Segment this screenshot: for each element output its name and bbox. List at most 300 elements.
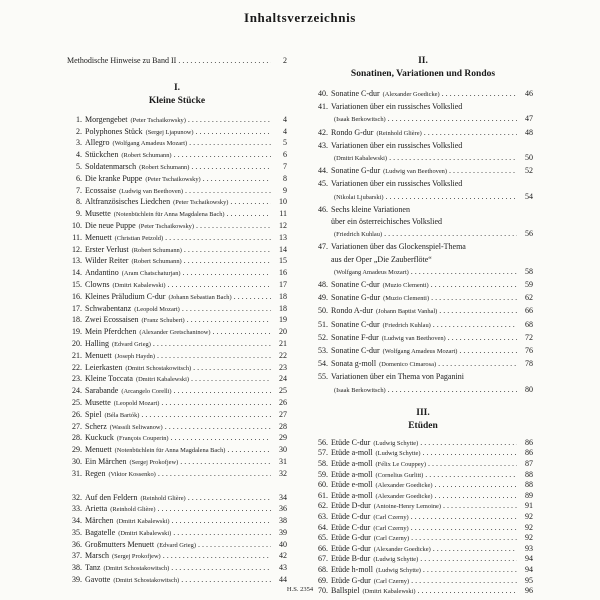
toc-entry-line bbox=[313, 448, 533, 459]
list-gap bbox=[67, 481, 287, 493]
entry-page: 30 bbox=[279, 445, 287, 455]
entry-page: 7 bbox=[283, 161, 287, 171]
entry-number: 15. bbox=[72, 279, 82, 289]
entry-composer: (Dmitri Kabalewski) bbox=[334, 155, 388, 163]
toc-entry-line bbox=[313, 358, 533, 371]
entry-number: 29. bbox=[72, 445, 82, 455]
entry-page: 43 bbox=[279, 563, 287, 573]
entry-title: Sonatine F-dur bbox=[331, 332, 379, 342]
entry-title: Marsch bbox=[85, 551, 109, 561]
entry-number: 41. bbox=[318, 102, 328, 112]
entry-composer: (Dmitri Schostakowitsch) bbox=[125, 364, 192, 372]
entry-number: 8. bbox=[76, 197, 82, 207]
entry-composer: (Arcangelo Corelli) bbox=[121, 388, 172, 396]
leader-dots bbox=[193, 363, 271, 374]
entry-composer: (Carl Czerny) bbox=[373, 577, 410, 585]
leader-dots bbox=[442, 88, 517, 100]
entry-composer: (Alexander Goedicke) bbox=[375, 482, 433, 490]
entry-composer: (Alexander Goedicke) bbox=[382, 91, 440, 98]
entry-page: 8 bbox=[283, 173, 287, 183]
entry-title: Clowns bbox=[85, 279, 110, 289]
entry-composer: (Alexander Goedicke) bbox=[375, 492, 433, 500]
toc-entry-line bbox=[313, 140, 533, 152]
entry-title: Etüde h-moll bbox=[331, 565, 373, 574]
entry-page: 86 bbox=[525, 437, 533, 447]
entry-title: Musette bbox=[85, 209, 111, 219]
leader-dots bbox=[188, 115, 271, 126]
kleine-stuecke-list bbox=[67, 115, 287, 481]
entry-title: Bagatelle bbox=[85, 527, 116, 537]
entry-number: 6. bbox=[76, 173, 82, 183]
entry-page: 92 bbox=[525, 512, 533, 522]
entry-title: Sarabande bbox=[85, 386, 119, 396]
section-1-title: Kleine Stücke bbox=[148, 95, 206, 106]
toc-entry-line bbox=[67, 563, 287, 575]
toc-entry-line bbox=[313, 554, 533, 565]
toc-entry-line bbox=[313, 332, 533, 345]
entry-page: 86 bbox=[525, 448, 533, 458]
entry-title: Sonatine G-dur bbox=[331, 166, 381, 176]
toc-entry-line bbox=[67, 422, 287, 434]
toc-entry-line bbox=[313, 501, 533, 512]
entry-title: Märchen bbox=[85, 516, 114, 526]
entry-composer: (Leopold Mozart) bbox=[134, 305, 180, 313]
entry-composer: (Carl Czerny) bbox=[373, 535, 410, 543]
leader-dots bbox=[173, 528, 271, 539]
toc-entry-line bbox=[313, 345, 533, 358]
entry-composer: (Reinhold Glière) bbox=[110, 506, 156, 514]
entry-number: 31. bbox=[72, 468, 82, 478]
entry-number: 19. bbox=[72, 327, 82, 337]
entry-number: 59. bbox=[318, 469, 328, 479]
toc-entry-line bbox=[67, 162, 287, 174]
entry-page: 47 bbox=[525, 114, 533, 124]
entry-number: 16. bbox=[72, 291, 82, 301]
section-2-numeral: II. bbox=[418, 56, 428, 66]
leader-dots bbox=[161, 398, 271, 409]
entry-number: 58. bbox=[318, 459, 328, 469]
intro-entry bbox=[67, 56, 287, 67]
entry-title: Variationen über das Glockenspiel-Thema bbox=[331, 242, 466, 252]
entry-number: 47. bbox=[318, 242, 328, 252]
section-2-title: Sonatinen, Variationen und Rondos bbox=[350, 69, 496, 79]
entry-page: 76 bbox=[525, 346, 533, 356]
entry-page: 25 bbox=[279, 386, 287, 396]
entry-number: 57. bbox=[318, 448, 328, 458]
toc-entry-line bbox=[67, 386, 287, 398]
entry-title: Allegro bbox=[85, 138, 110, 148]
entry-page: 88 bbox=[525, 480, 533, 490]
leader-dots bbox=[157, 351, 271, 362]
entry-composer: (Nikolai Ljubarski) bbox=[334, 193, 384, 201]
entry-title: Andantino bbox=[85, 268, 119, 278]
entry-number: 30. bbox=[72, 456, 82, 466]
entry-page: 44 bbox=[279, 575, 287, 585]
entry-number: 44. bbox=[318, 166, 328, 176]
entry-title: Etüde a-moll bbox=[331, 490, 373, 500]
entry-number: 23. bbox=[72, 374, 82, 384]
entry-number: 62. bbox=[318, 501, 328, 511]
toc-entry-line bbox=[67, 528, 287, 540]
leader-dots bbox=[196, 127, 271, 138]
entry-title: Die neue Puppe bbox=[85, 220, 136, 230]
toc-entry-line bbox=[313, 113, 533, 126]
leader-dots bbox=[431, 292, 517, 304]
entry-page: 80 bbox=[525, 384, 533, 394]
right-column bbox=[313, 56, 533, 597]
toc-entry-line bbox=[313, 480, 533, 491]
entry-number: 52. bbox=[318, 332, 328, 342]
entry-composer: (Dmitri Kabalewski) bbox=[118, 529, 172, 537]
entry-number: 55. bbox=[318, 372, 328, 382]
entry-composer: (Notenbüchlein für Anna Magdalena Bach) bbox=[114, 447, 226, 455]
leader-dots bbox=[424, 127, 517, 139]
sonatinen-list bbox=[313, 88, 533, 397]
entry-title: Halling bbox=[85, 338, 109, 348]
entry-composer: (Ludwig van Beethoven) bbox=[119, 187, 183, 195]
entry-number: 20. bbox=[72, 338, 82, 348]
entry-page: 12 bbox=[279, 220, 287, 230]
entry-number: 11. bbox=[72, 232, 82, 242]
section-3-heading bbox=[313, 408, 533, 431]
toc-entry-line bbox=[67, 516, 287, 528]
entry-composer: (Antoine-Henry Lemoine) bbox=[373, 503, 442, 511]
entry-page: 68 bbox=[525, 319, 533, 329]
toc-entry-line bbox=[67, 327, 287, 339]
toc-entry-line bbox=[67, 174, 287, 186]
entry-title: Variationen über ein russisches Volkslied bbox=[331, 179, 463, 189]
entry-composer: (Dmitri Schostakowitsch) bbox=[103, 565, 170, 573]
entry-page: 88 bbox=[525, 469, 533, 479]
toc-entry-line bbox=[313, 216, 533, 228]
entry-title: Etüde a-moll bbox=[331, 448, 373, 458]
entry-title: Schwabentanz bbox=[85, 303, 132, 313]
entry-page: 16 bbox=[279, 268, 287, 278]
toc-entry-line bbox=[313, 459, 533, 470]
leader-dots bbox=[174, 386, 271, 397]
entry-number: 14. bbox=[72, 268, 82, 278]
entry-title: Sonatine C-dur bbox=[331, 319, 380, 329]
intro-entry-page: 2 bbox=[283, 56, 287, 65]
entry-page: 92 bbox=[525, 533, 533, 543]
entry-title: Etüde G-dur bbox=[331, 575, 371, 585]
entry-composer: (Notenbüchlein für Anna Magdalena Bach) bbox=[113, 211, 225, 219]
entry-page: 5 bbox=[283, 138, 287, 148]
entry-title: Wilder Reiter bbox=[85, 256, 129, 266]
entry-title: Etüde a-moll bbox=[331, 459, 373, 469]
entry-number: 34. bbox=[72, 516, 82, 526]
left-column bbox=[67, 56, 287, 597]
entry-composer: (Friedrich Kuhlau) bbox=[334, 231, 383, 239]
toc-entry-line bbox=[313, 241, 533, 253]
entry-composer: (Ludwig van Beethoven) bbox=[381, 334, 446, 342]
toc-entry-line bbox=[313, 371, 533, 383]
leader-dots bbox=[384, 228, 517, 240]
entry-composer: (Ludwig Schytte) bbox=[375, 450, 421, 458]
entry-composer: (Reinhold Glière) bbox=[376, 129, 422, 137]
entry-number: 60. bbox=[318, 480, 328, 490]
toc-entry-line bbox=[67, 551, 287, 563]
leader-dots bbox=[174, 150, 271, 161]
entry-page: 54 bbox=[525, 191, 533, 201]
entry-title: Musette bbox=[85, 397, 111, 407]
entry-composer: (Ludwig Schytte) bbox=[376, 567, 421, 574]
entry-page: 94 bbox=[525, 565, 533, 574]
entry-number: 28. bbox=[72, 433, 82, 443]
entry-composer: (Muzio Clementi) bbox=[382, 282, 429, 290]
entry-number: 48. bbox=[318, 280, 328, 290]
toc-entry-line bbox=[313, 470, 533, 481]
leader-dots bbox=[203, 174, 271, 185]
entry-page: 72 bbox=[525, 332, 533, 342]
toc-entry-line bbox=[67, 209, 287, 221]
entry-page: 4 bbox=[283, 114, 287, 124]
toc-entry-line bbox=[67, 445, 287, 457]
entry-composer: (Peter Tschaikowsky) bbox=[130, 116, 186, 124]
toc-entry-line bbox=[67, 363, 287, 375]
entry-title: Regen bbox=[85, 468, 106, 478]
toc-entry-line bbox=[313, 565, 533, 576]
entry-composer: (Christian Petzold) bbox=[114, 234, 164, 242]
entry-composer: (Wolfgang Amadeus Mozart) bbox=[112, 140, 188, 148]
entry-composer: (Dmitri Kabalewski) bbox=[116, 518, 170, 526]
toc-entry-line bbox=[67, 115, 287, 127]
entry-page: 40 bbox=[279, 539, 287, 549]
toc-entry-line bbox=[67, 150, 287, 162]
leader-dots bbox=[459, 345, 517, 357]
entry-title: Etüde e-moll bbox=[331, 480, 373, 490]
entry-title: Kuckuck bbox=[85, 433, 114, 443]
entry-number: 1. bbox=[76, 114, 82, 124]
entry-title: Rondo A-dur bbox=[331, 306, 373, 316]
toc-entry-line bbox=[67, 493, 287, 505]
leader-dots bbox=[230, 197, 271, 208]
entry-number: 9. bbox=[76, 209, 82, 219]
entry-page: 91 bbox=[525, 501, 533, 511]
entry-title: Altfranzösisches Liedchen bbox=[85, 197, 171, 207]
entry-title: Ballspiel bbox=[331, 586, 360, 596]
toc-entry-line bbox=[313, 127, 533, 140]
entry-title: Sechs kleine Variationen bbox=[331, 204, 410, 214]
entry-title: Ecossaise bbox=[85, 185, 117, 195]
entry-title: Etüde D-dur bbox=[331, 501, 371, 511]
entry-title: Tanz bbox=[85, 563, 101, 573]
leader-dots bbox=[425, 470, 517, 480]
toc-columns bbox=[36, 56, 564, 597]
entry-number: 25. bbox=[72, 397, 82, 407]
entry-title: Etüde B-dur bbox=[331, 554, 371, 564]
entry-page: 4 bbox=[283, 126, 287, 136]
leader-dots bbox=[435, 491, 517, 501]
entry-page: 18 bbox=[279, 291, 287, 301]
entry-number: 54. bbox=[318, 359, 328, 369]
entry-page: 48 bbox=[525, 127, 533, 137]
entry-composer: (Robert Schumann) bbox=[131, 258, 182, 266]
entry-number: 35. bbox=[72, 527, 82, 537]
leader-dots bbox=[431, 279, 517, 291]
leader-dots bbox=[187, 315, 271, 326]
entry-number: 46. bbox=[318, 204, 328, 214]
entry-title: Etüde a-moll bbox=[331, 469, 373, 479]
toc-entry-line bbox=[313, 101, 533, 113]
plate-number: H.S. 2354 bbox=[286, 586, 314, 593]
entry-title: Ein Märchen bbox=[85, 456, 127, 466]
leader-dots bbox=[422, 448, 517, 458]
entry-page: 14 bbox=[279, 244, 287, 254]
entry-page: 31 bbox=[279, 456, 287, 466]
entry-number: 5. bbox=[76, 161, 82, 171]
entry-page: 50 bbox=[525, 153, 533, 163]
leader-dots bbox=[227, 445, 271, 456]
entry-composer: (Peter Tschaikowsky) bbox=[173, 199, 229, 207]
entry-composer: (Robert Schumann) bbox=[131, 246, 182, 254]
entry-title: Gavotte bbox=[85, 575, 111, 585]
entry-title: Etüde C-dur bbox=[331, 522, 371, 532]
toc-entry-line bbox=[313, 279, 533, 292]
entry-number: 53. bbox=[318, 346, 328, 356]
leader-dots bbox=[158, 469, 271, 480]
entry-page: 78 bbox=[525, 359, 533, 369]
entry-composer: (Leopold Mozart) bbox=[113, 399, 160, 407]
entry-composer: (Wolfgang Amadeus Mozart) bbox=[334, 268, 409, 276]
entry-page: 39 bbox=[279, 527, 287, 537]
toc-entry-line bbox=[67, 374, 287, 386]
entry-composer: (Muzio Clementi) bbox=[383, 295, 430, 303]
entry-page: 24 bbox=[279, 374, 287, 384]
entry-title: Mein Pferdchen bbox=[85, 327, 137, 337]
toc-entry-line bbox=[313, 88, 533, 101]
toc-entry-line bbox=[67, 457, 287, 469]
entry-page: 93 bbox=[525, 543, 533, 553]
entry-page: 32 bbox=[279, 468, 287, 478]
entry-title: Arietta bbox=[85, 504, 108, 514]
leader-dots bbox=[157, 504, 271, 515]
entry-composer: (Carl Czerny) bbox=[373, 514, 409, 522]
entry-composer: (Isaak Berkowitsch) bbox=[334, 116, 386, 124]
leader-dots bbox=[188, 493, 271, 504]
entry-title: Zwei Ecossaisen bbox=[85, 315, 139, 325]
entry-number: 10. bbox=[72, 220, 82, 230]
toc-entry-line bbox=[67, 292, 287, 304]
leader-dots bbox=[411, 523, 517, 533]
leader-dots bbox=[411, 533, 517, 543]
entry-title: Leierkasten bbox=[85, 362, 123, 372]
leader-dots bbox=[411, 576, 517, 586]
leader-dots bbox=[181, 575, 271, 586]
entry-number: 22. bbox=[72, 362, 82, 372]
entry-title: Variationen über ein Thema von Paganini bbox=[331, 372, 464, 382]
entry-page: 27 bbox=[279, 409, 287, 419]
section-3-title: Etüden bbox=[408, 420, 438, 431]
entry-number: 43. bbox=[318, 140, 328, 150]
entry-title: Die kranke Puppe bbox=[85, 173, 143, 183]
entry-composer: (Robert Schumann) bbox=[139, 163, 190, 171]
entry-page: 11 bbox=[279, 209, 287, 219]
leader-dots bbox=[388, 384, 517, 396]
entry-title: Sonatine C-dur bbox=[331, 280, 380, 290]
entry-page: 34 bbox=[279, 492, 287, 502]
entry-number: 50. bbox=[318, 306, 328, 316]
leader-dots bbox=[433, 544, 517, 554]
entry-page: 23 bbox=[279, 362, 287, 372]
toc-entry-line bbox=[67, 304, 287, 316]
entry-page: 15 bbox=[279, 256, 287, 266]
leader-dots bbox=[153, 339, 271, 350]
entry-number: 49. bbox=[318, 293, 328, 303]
entry-composer: (Alexander Gretschaninow) bbox=[139, 329, 211, 337]
leader-dots bbox=[448, 332, 517, 344]
leader-dots bbox=[388, 113, 517, 125]
leader-dots bbox=[185, 186, 271, 197]
toc-entry-line bbox=[67, 233, 287, 245]
entry-page: 18 bbox=[279, 303, 287, 313]
section-3-numeral: III. bbox=[416, 407, 430, 418]
entry-number: 18. bbox=[72, 315, 82, 325]
leader-dots bbox=[411, 266, 517, 278]
entry-composer: (Alexander Goedicke) bbox=[373, 545, 431, 553]
entry-page: 59 bbox=[525, 280, 533, 290]
entry-composer: (Sergej Ljapunow) bbox=[145, 128, 194, 136]
toc-entry-line bbox=[67, 469, 287, 481]
leader-dots bbox=[191, 162, 271, 173]
entry-composer: (Ludwig van Beethoven) bbox=[383, 168, 447, 176]
leader-dots bbox=[182, 304, 271, 315]
toc-entry-line bbox=[313, 319, 533, 332]
entry-title: aus der Oper „Die Zauberflöte“ bbox=[331, 254, 432, 264]
entry-composer: (Dmitri Kabalewski) bbox=[112, 281, 166, 289]
entry-number: 56. bbox=[318, 437, 328, 447]
entry-composer: (Sergej Prokofjew) bbox=[112, 553, 161, 561]
leader-dots bbox=[411, 512, 517, 522]
toc-entry-line bbox=[313, 491, 533, 502]
toc-entry-line bbox=[67, 540, 287, 552]
section-1-numeral: I. bbox=[173, 82, 181, 93]
toc-entry-line bbox=[67, 138, 287, 150]
page-title: Inhaltsverzeichnis bbox=[244, 10, 356, 25]
leader-dots bbox=[435, 480, 517, 490]
toc-entry-line bbox=[313, 228, 533, 241]
entry-title: Kleine Toccata bbox=[85, 374, 133, 384]
entry-title: Scherz bbox=[85, 421, 107, 431]
entry-page: 42 bbox=[279, 551, 287, 561]
entry-composer: (Peter Tschaikowsky) bbox=[138, 222, 194, 230]
toc-entry-line bbox=[313, 512, 533, 523]
entry-composer: (Edvard Grieg) bbox=[112, 340, 151, 348]
entry-number: 17. bbox=[72, 303, 82, 313]
leader-dots bbox=[180, 457, 271, 468]
toc-entry-line bbox=[313, 438, 533, 449]
leader-dots bbox=[389, 152, 517, 164]
entry-composer: (Johann Sebastian Bach) bbox=[168, 293, 232, 301]
entry-page: 20 bbox=[279, 327, 287, 337]
entry-title: Etüde C-dur bbox=[331, 437, 371, 447]
toc-entry-line bbox=[67, 504, 287, 516]
entry-composer: (Viktor Kossenko) bbox=[108, 470, 156, 478]
leader-dots bbox=[178, 56, 271, 67]
entry-page: 13 bbox=[279, 232, 287, 242]
entry-number: 40. bbox=[318, 89, 328, 98]
entry-number: 51. bbox=[318, 319, 328, 329]
section-2-heading bbox=[313, 56, 533, 79]
entry-page: 58 bbox=[525, 266, 533, 276]
entry-composer: (Dmitri Schostakowitsch) bbox=[113, 577, 180, 585]
entry-title: Auf den Feldern bbox=[85, 492, 138, 502]
leader-dots bbox=[198, 540, 271, 551]
entry-number: 12. bbox=[72, 244, 82, 254]
entry-title: Soldatenmarsch bbox=[85, 161, 137, 171]
entry-number: 32. bbox=[72, 492, 82, 502]
leader-dots bbox=[420, 438, 517, 448]
